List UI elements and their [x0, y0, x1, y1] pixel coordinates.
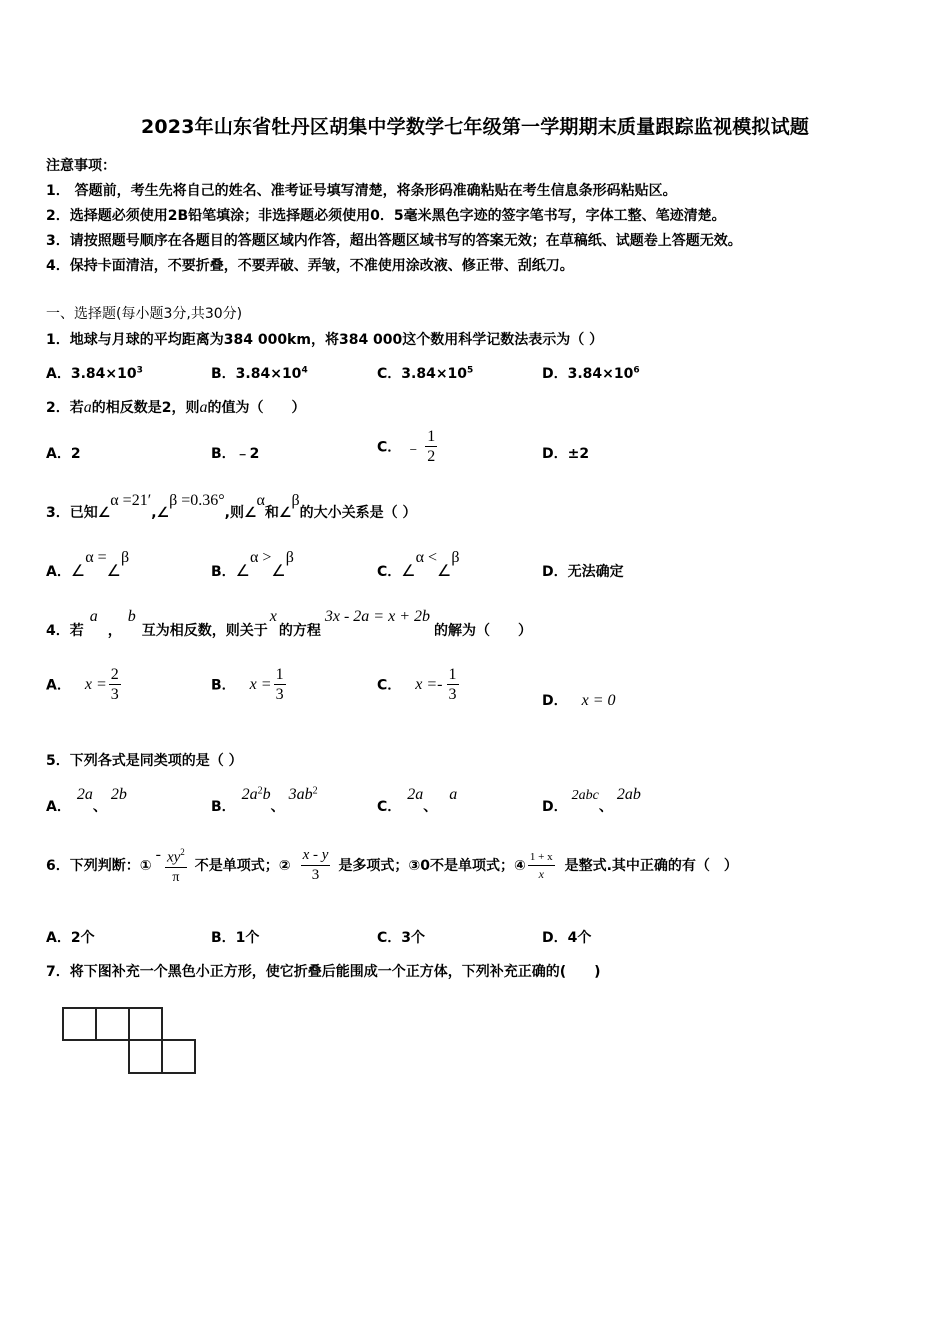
question-1-option-b: B．$3.84\times 10^4$ — [211, 365, 308, 382]
question-2-option-d: D．±2 — [542, 446, 590, 462]
question-1-option-d: D．$3.84\times 10^6$ — [542, 365, 640, 382]
fraction-1-plus-x-over-x: $\frac{1 + x}{x}$ — [529, 850, 553, 881]
question-3-option-d: D．无法确定 — [542, 564, 624, 580]
notes-heading: 注意事项： — [46, 158, 116, 174]
question-3-option-c: C．∠α <∠β — [377, 549, 460, 580]
question-6-stem: 6．下列判断：① - $\frac{xy^2}{\pi}$ 不是单项式；② $\frac{x - y}{3}$ 是多项式；③0不是单项式；④ $\frac{1 + x}{x}$ 是整式.其中正确的有（ ） — [46, 843, 738, 887]
question-3-option-b: B．∠α >∠β — [211, 549, 294, 580]
note-item-4: 4．保持卡面清洁，不要折叠，不要弄破、弄皱，不准使用涂改液、修正带、刮纸刀。 — [46, 258, 574, 274]
net-square-4 — [129, 1040, 162, 1073]
question-1-option-a: A．$3.84\times 10^3$ — [46, 365, 143, 382]
question-2-stem: 2．若a的相反数是2，则a的值为（ ） — [46, 399, 306, 416]
cube-net-figure — [58, 1000, 203, 1082]
question-4-option-d: D． x = 0 — [542, 692, 616, 709]
question-6-option-a: A．2个 — [46, 930, 95, 946]
page-title: 2023年山东省牡丹区胡集中学数学七年级第一学期期末质量跟踪监视模拟试题 — [140, 116, 810, 138]
fraction-x-minus-y-over-3: $\frac{x - y}{3}$ — [302, 846, 329, 883]
question-7-stem: 7．将下图补充一个黑色小正方形，使它折叠后能围成一个正方体，下列补充正确的( ) — [46, 964, 601, 980]
question-4-option-c: C． x =- $\frac{1}{3}$ — [377, 666, 457, 703]
fraction-xy2-over-pi: $\frac{xy^2}{\pi}$ — [165, 843, 187, 887]
question-2-option-b: B．﹣2 — [211, 446, 260, 462]
net-square-1 — [63, 1008, 96, 1040]
note-item-3: 3．请按照题号顺序在各题目的答题区域内作答，超出答题区域书写的答案无效；在草稿纸、试题卷上答题无效。 — [46, 233, 742, 249]
question-1-option-c: C．$3.84\times 10^5$ — [377, 365, 474, 382]
question-5-option-d: D．2abc、2ab — [542, 786, 641, 815]
question-3-stem: 3．已知∠α =21′,∠β =0.36°,则∠α和∠β的大小关系是（ ） — [46, 492, 417, 521]
note-item-2: 2．选择题必须使用2B铅笔填涂；非选择题必须使用0．5毫米黑色字迹的签字笔书写，字体工整、笔迹清楚。 — [46, 208, 726, 224]
question-5-stem: 5．下列各式是同类项的是（ ） — [46, 753, 243, 769]
question-5-option-b: B．$2a^2b$、$3ab^2$ — [211, 785, 318, 815]
question-6-option-c: C．3个 — [377, 930, 426, 946]
question-4-stem: 4．若a，b互为相反数，则关于x的方程3x - 2a = x + 2b的解为（ ） — [46, 608, 532, 639]
net-square-5 — [162, 1040, 195, 1073]
question-4-option-a: A． x = $\frac{2}{3}$ — [46, 666, 119, 703]
question-4-option-b: B． x = $\frac{1}{3}$ — [211, 666, 284, 703]
note-item-1: 1． 答题前，考生先将自己的姓名、准考证号填写清楚，将条形码准确粘贴在考生信息条形码粘贴区。 — [46, 183, 677, 199]
section-heading: 一、选择题(每小题3分,共30分) — [46, 306, 243, 322]
question-2-option-c: C． ﹣ $\frac{1}{2}$ — [377, 428, 436, 465]
question-6-option-b: B．1个 — [211, 930, 260, 946]
question-1-stem: 1．地球与月球的平均距离为384 000km，将384 000这个数用科学记数法表示为（ ） — [46, 332, 604, 348]
net-square-2 — [96, 1008, 129, 1040]
question-5-option-c: C．2a、a — [377, 786, 458, 815]
question-5-option-a: A．2a、2b — [46, 786, 127, 815]
question-2-option-a: A．2 — [46, 446, 81, 462]
question-3-option-a: A．∠α =∠β — [46, 549, 130, 580]
question-6-option-d: D．4个 — [542, 930, 592, 946]
net-square-3 — [129, 1008, 162, 1040]
